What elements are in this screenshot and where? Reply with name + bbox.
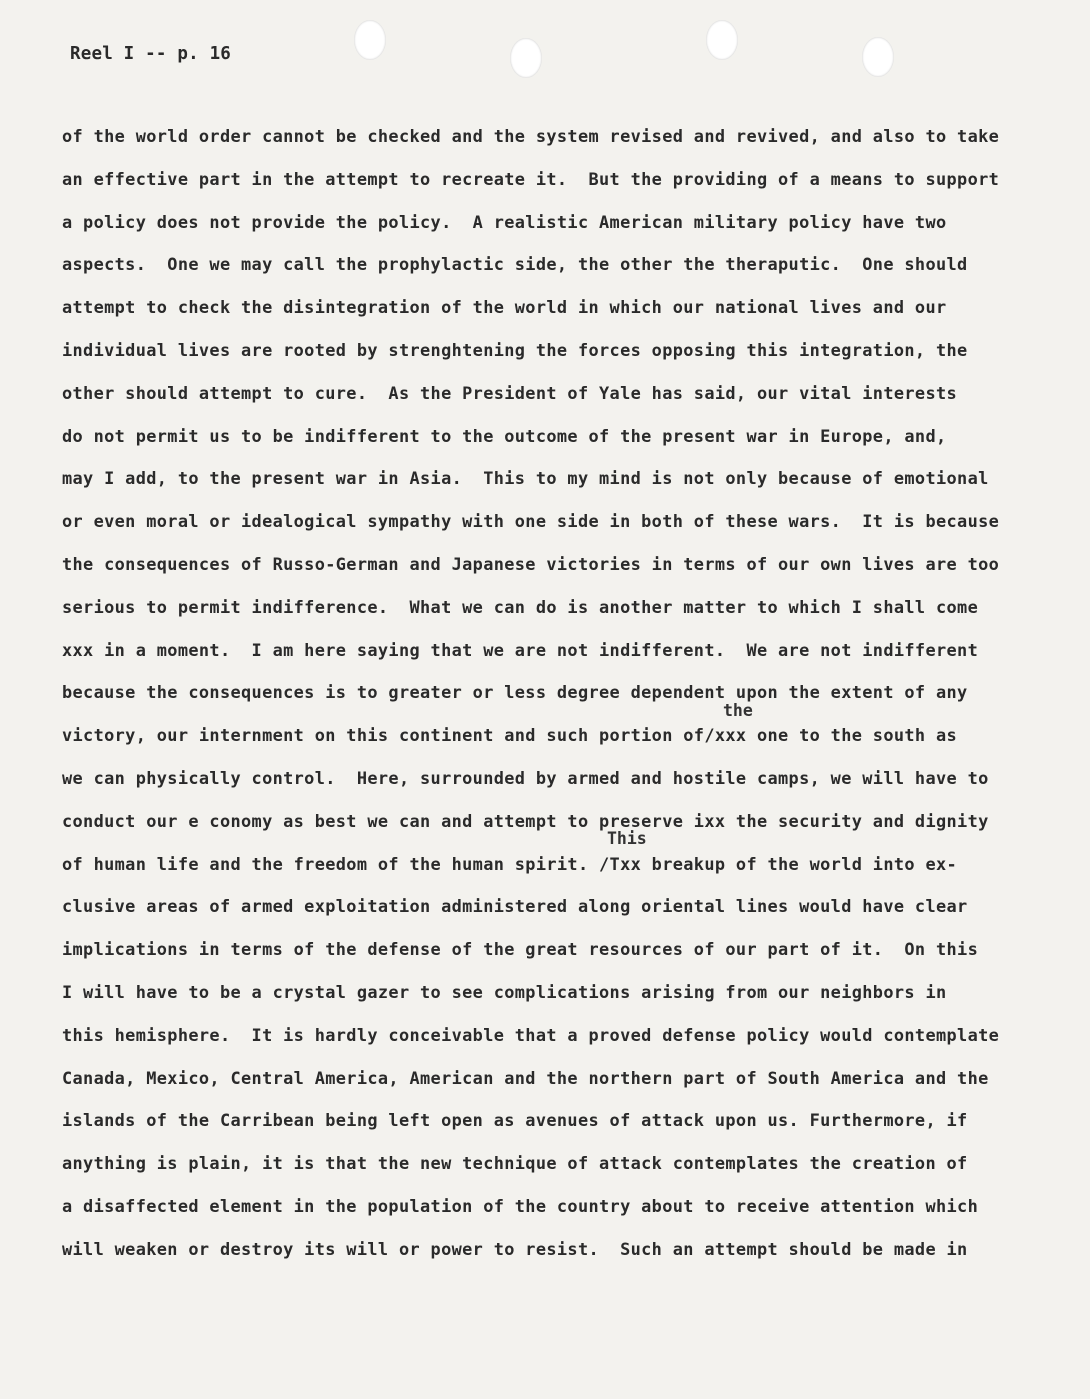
text-line: I will have to be a crystal gazer to see complications arising from our neighbors in <box>62 982 947 1003</box>
punch-hole <box>510 38 542 78</box>
text-line: the consequences of Russo-German and Japanese victories in terms of our own lives are too <box>62 554 1000 575</box>
interlinear-insertion: This <box>607 829 647 848</box>
page-header: Reel I -- p. 16 <box>70 44 232 64</box>
text-line: victory, our internment on this continent and such portion of/xxx one to the south as <box>62 726 958 747</box>
text-line: an effective part in the attempt to recreate it. But the providing of a means to support <box>62 169 1000 190</box>
text-line: of human life and the freedom of the human spirit. /Txx breakup of the world into ex- <box>62 854 958 875</box>
text-line: Canada, Mexico, Central America, American and the northern part of South America and the <box>62 1068 989 1089</box>
interlinear-insertion: the <box>723 701 753 720</box>
text-line: will weaken or destroy its will or power to resist. Such an attempt should be made in <box>62 1239 968 1260</box>
text-line: anything is plain, it is that the new technique of attack contemplates the creation of <box>62 1154 968 1175</box>
text-line: we can physically control. Here, surrounded by armed and hostile camps, we will have to <box>62 768 989 789</box>
punch-hole <box>354 20 386 60</box>
text-line: of the world order cannot be checked and the system revised and revived, and also to take <box>62 127 1000 147</box>
text-line: or even moral or idealogical sympathy with one side in both of these wars. It is because <box>62 512 1000 533</box>
text-line: this hemisphere. It is hardly conceivable that a proved defense policy would contemplate <box>62 1025 1000 1046</box>
punch-hole <box>862 37 894 77</box>
text-line: because the consequences is to greater or less degree dependent upon the extent of any <box>62 683 968 704</box>
text-line: a disaffected element in the population of the country about to receive attention which <box>62 1196 979 1217</box>
text-line: attempt to check the disintegration of the world in which our national lives and our <box>62 298 947 319</box>
text-line: aspects. One we may call the prophylactic side, the other the theraputic. One should <box>62 255 968 276</box>
text-line: clusive areas of armed exploitation administered along oriental lines would have clear <box>62 897 968 918</box>
text-line: serious to permit indifference. What we can do is another matter to which I shall come <box>62 597 979 618</box>
text-line: may I add, to the present war in Asia. This to my mind is not only because of emotional <box>62 469 989 490</box>
document-body <box>62 125 1022 1281</box>
text-line: xxx in a moment. I am here saying that we are not indifferent. We are not indifferent <box>62 640 979 661</box>
text-line: other should attempt to cure. As the President of Yale has said, our vital interests <box>62 383 958 404</box>
punch-hole <box>706 20 738 60</box>
text-line: do not permit us to be indifferent to the outcome of the present war in Europe, and, <box>62 426 947 447</box>
text-line: conduct our e conomy as best we can and attempt to preserve ixx the security and dignity <box>62 811 989 832</box>
text-line: individual lives are rooted by strenghtening the forces opposing this integration, the <box>62 340 968 361</box>
text-line: a policy does not provide the policy. A realistic American military policy have two <box>62 212 947 233</box>
text-line: islands of the Carribean being left open as avenues of attack upon us. Furthermore, if <box>62 1111 968 1132</box>
text-line: implications in terms of the defense of the great resources of our part of it. On this <box>62 940 979 961</box>
